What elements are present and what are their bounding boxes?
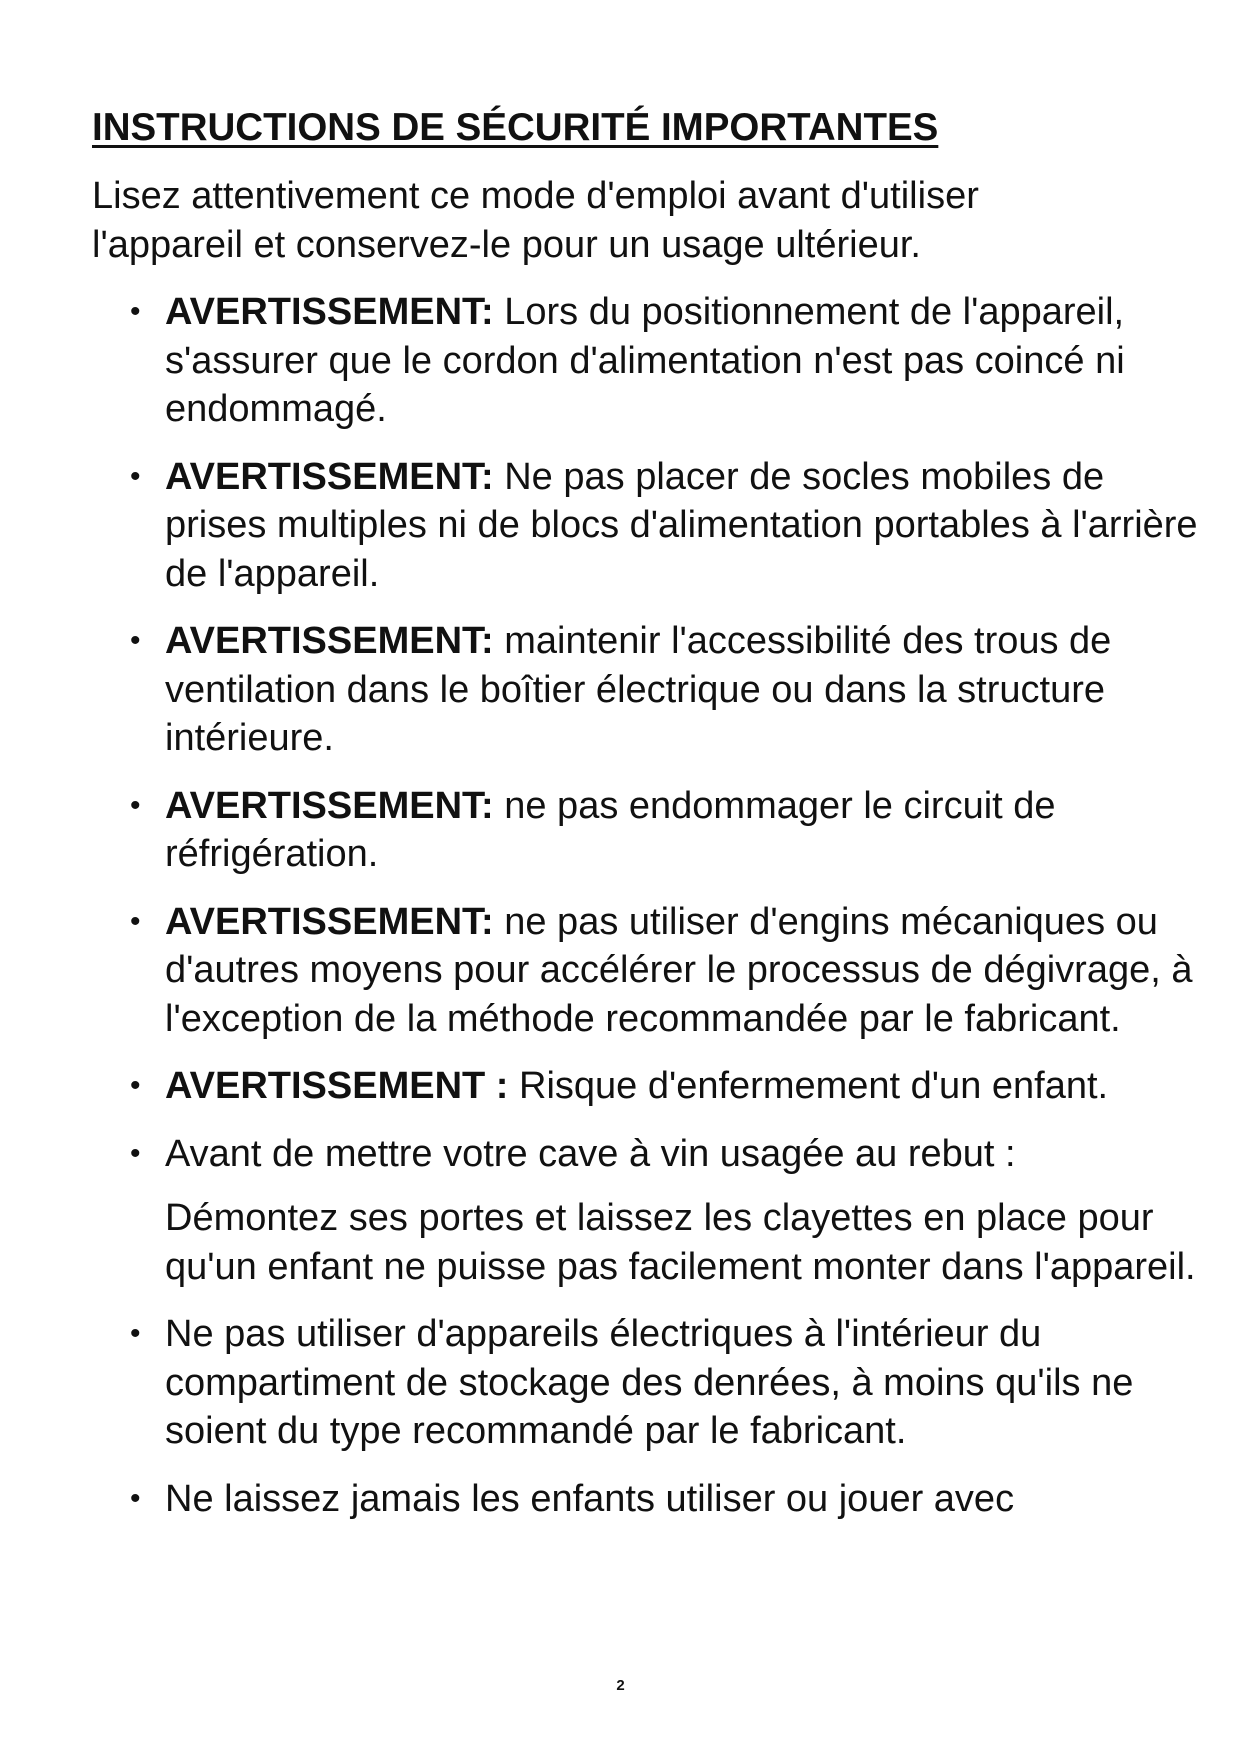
intro-paragraph <box>92 172 1152 270</box>
list-item <box>0 1475 1241 1524</box>
safety-list <box>0 288 1241 1542</box>
bullet-icon: • <box>130 788 141 822</box>
item-text: Risque d'enfermement d'un enfant. <box>508 1065 1109 1107</box>
intro-line-1: Lisez attentivement ce mode d'emploi avant d'utiliser <box>92 175 979 217</box>
item-text: Lors du positionnement de l'appareil, s'assurer que le cordon d'alimentation n'est pas coincé ni endommagé. <box>165 291 1125 430</box>
list-item <box>0 782 1241 879</box>
warning-label: AVERTISSEMENT: <box>165 455 494 498</box>
bullet-icon: • <box>130 624 141 657</box>
intro-line-2: l'appareil et conservez-le pour un usage ultérieur. <box>92 224 921 266</box>
bullet-icon: • <box>130 295 141 328</box>
list-item <box>0 898 1241 1044</box>
warning-label: AVERTISSEMENT : <box>165 1065 509 1107</box>
item-text: maintenir l'accessibilité des trous de ventilation dans le boîtier électrique ou dans la structure intérieure. <box>165 620 1112 759</box>
warning-label: AVERTISSEMENT: <box>165 900 494 943</box>
bullet-icon: • <box>130 1481 141 1515</box>
bullet-icon: • <box>130 1069 141 1102</box>
bullet-icon: • <box>130 459 141 493</box>
bullet-icon: • <box>130 904 141 938</box>
list-item <box>0 617 1241 763</box>
bullet-icon: • <box>130 1317 141 1350</box>
item-text: Ne pas placer de socles mobiles de prises multiples ni de blocs d'alimentation portables à l'arrière de l'appareil. <box>165 455 1198 595</box>
item-text: ne pas utiliser d'engins mécaniques ou d'autres moyens pour accélérer le processus de dégivrage, à l'exception de la méthode recommandée par le fabricant. <box>165 900 1193 1040</box>
item-text: Ne pas utiliser d'appareils électriques à l'intérieur du compartiment de stockage des denrées, à moins qu'ils ne soient du type recommandé par le fabricant. <box>165 1313 1134 1452</box>
item-continuation: Démontez ses portes et laissez les clayettes en place pour qu'un enfant ne puisse pas facilement monter dans l'appareil. <box>165 1197 1196 1288</box>
warning-label: AVERTISSEMENT: <box>165 784 494 827</box>
page-title: INSTRUCTIONS DE SÉCURITÉ IMPORTANTES <box>92 106 939 149</box>
warning-label: AVERTISSEMENT: <box>165 291 494 333</box>
item-text: Avant de mettre votre cave à vin usagée au rebut : <box>165 1132 1016 1175</box>
list-item <box>0 1310 1241 1456</box>
warning-label: AVERTISSEMENT: <box>165 620 494 662</box>
bullet-icon: • <box>130 1136 141 1170</box>
list-item <box>0 1130 1241 1292</box>
page-number: 2 <box>616 1677 625 1694</box>
list-item <box>0 288 1241 434</box>
item-text: ne pas endommager le circuit de réfrigération. <box>165 784 1056 875</box>
list-item <box>0 453 1241 599</box>
item-text: Ne laissez jamais les enfants utiliser ou jouer avec <box>165 1477 1015 1520</box>
list-item <box>0 1062 1241 1111</box>
